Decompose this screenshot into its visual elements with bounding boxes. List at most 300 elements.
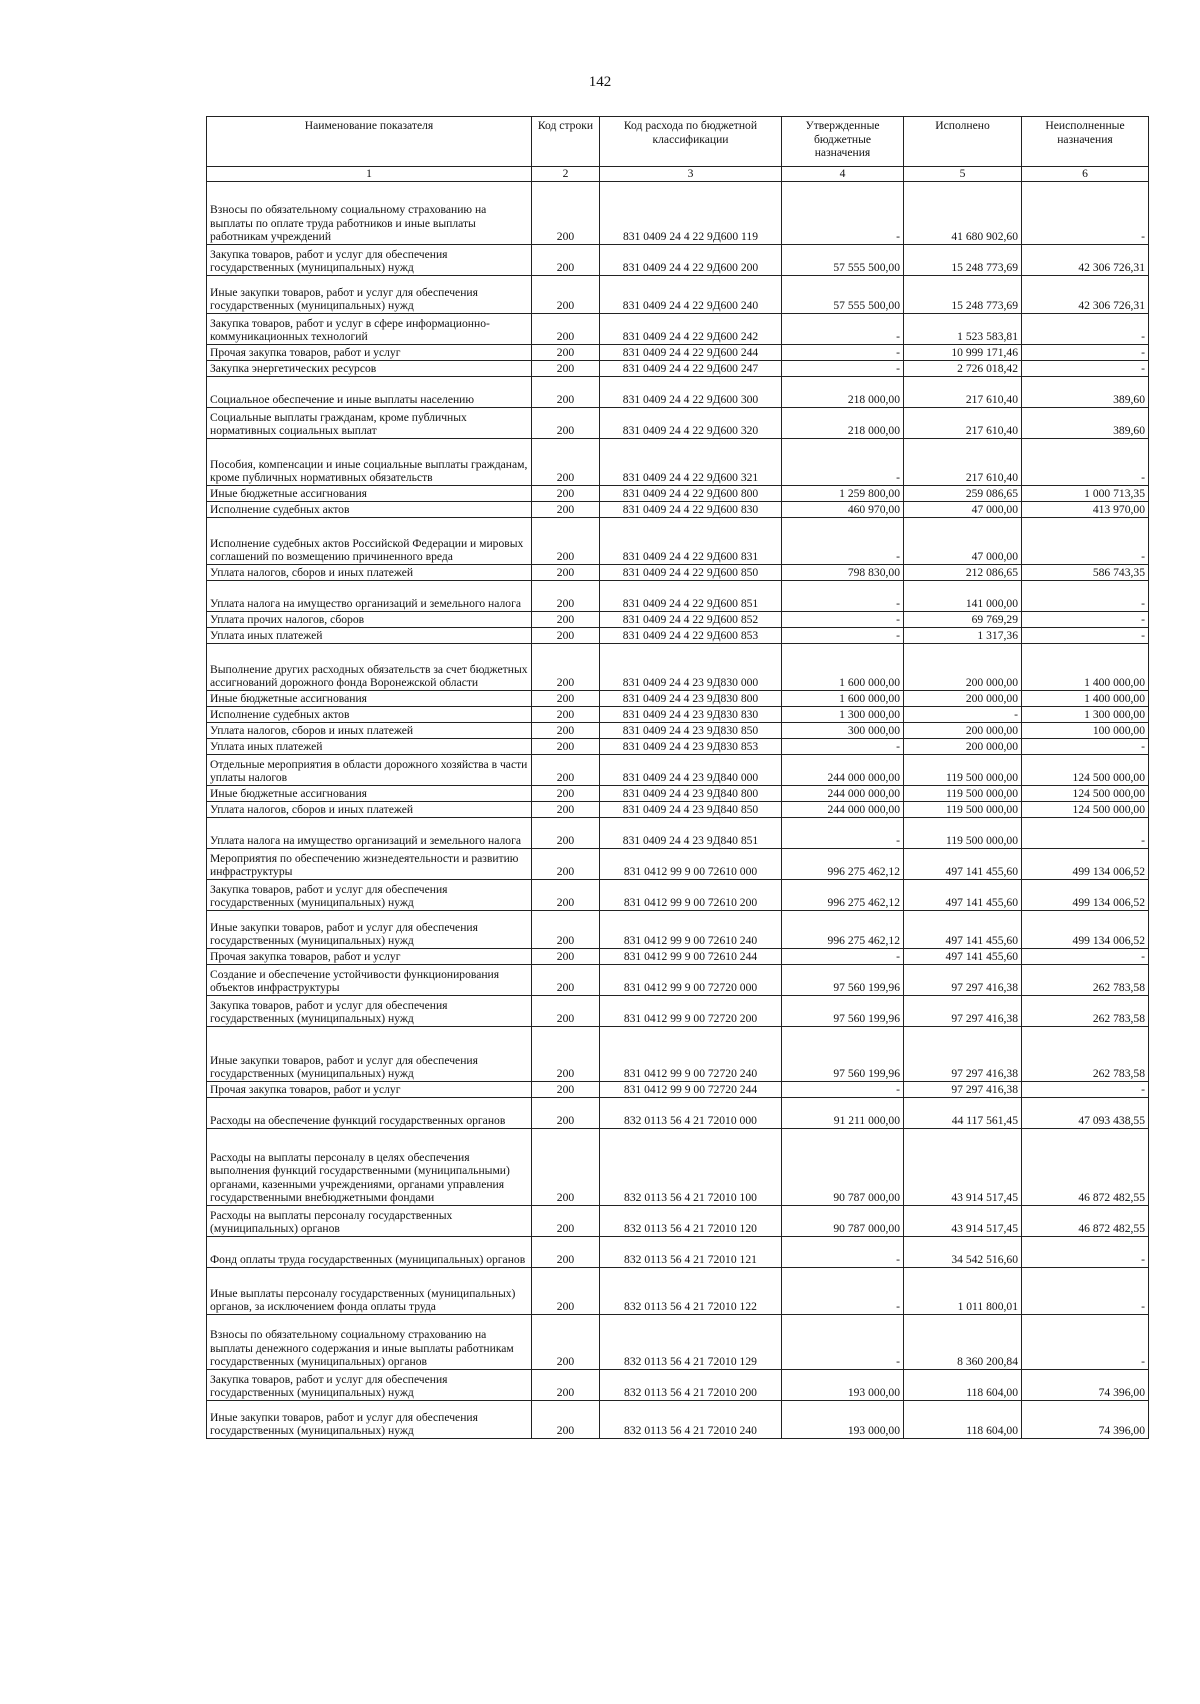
table-row [207, 755, 1149, 786]
table-row [207, 345, 1149, 361]
row-name: Закупка товаров, работ и услуг для обеспечения государственных (муниципальных) нужд [207, 996, 532, 1027]
table-row [207, 691, 1149, 707]
row-approved: 1 300 000,00 [782, 707, 904, 723]
row-line-code: 200 [532, 245, 600, 276]
row-name: Иные бюджетные ассигнования [207, 786, 532, 802]
row-budget-code: 832 0113 56 4 21 72010 240 [600, 1401, 782, 1439]
table-row [207, 439, 1149, 486]
row-approved: - [782, 1237, 904, 1268]
row-approved: 97 560 199,96 [782, 1027, 904, 1082]
row-unexecuted: 42 306 726,31 [1022, 276, 1149, 314]
row-name: Уплата прочих налогов, сборов [207, 612, 532, 628]
row-budget-code: 831 0412 99 9 00 72720 244 [600, 1082, 782, 1098]
row-approved: 97 560 199,96 [782, 965, 904, 996]
row-unexecuted: - [1022, 1315, 1149, 1370]
row-unexecuted: 46 872 482,55 [1022, 1206, 1149, 1237]
row-unexecuted: - [1022, 1237, 1149, 1268]
row-unexecuted: - [1022, 518, 1149, 565]
row-approved: 244 000 000,00 [782, 802, 904, 818]
row-line-code: 200 [532, 1206, 600, 1237]
row-line-code: 200 [532, 628, 600, 644]
row-line-code: 200 [532, 1098, 600, 1129]
row-name: Создание и обеспечение устойчивости функционирования объектов инфраструктуры [207, 965, 532, 996]
row-approved: 996 275 462,12 [782, 911, 904, 949]
row-name: Закупка энергетических ресурсов [207, 361, 532, 377]
row-line-code: 200 [532, 644, 600, 691]
row-line-code: 200 [532, 408, 600, 439]
row-line-code: 200 [532, 911, 600, 949]
row-approved: - [782, 314, 904, 345]
row-line-code: 200 [532, 581, 600, 612]
row-executed: - [904, 707, 1022, 723]
row-name: Расходы на обеспечение функций государственных органов [207, 1098, 532, 1129]
row-approved: - [782, 361, 904, 377]
row-unexecuted: 1 000 713,35 [1022, 486, 1149, 502]
row-budget-code: 832 0113 56 4 21 72010 200 [600, 1370, 782, 1401]
row-executed: 119 500 000,00 [904, 818, 1022, 849]
row-unexecuted: 124 500 000,00 [1022, 786, 1149, 802]
row-line-code: 200 [532, 486, 600, 502]
row-executed: 97 297 416,38 [904, 1027, 1022, 1082]
row-executed: 118 604,00 [904, 1401, 1022, 1439]
row-line-code: 200 [532, 1370, 600, 1401]
row-name: Закупка товаров, работ и услуг для обеспечения государственных (муниципальных) нужд [207, 245, 532, 276]
row-approved: 90 787 000,00 [782, 1206, 904, 1237]
row-approved: 1 600 000,00 [782, 644, 904, 691]
row-line-code: 200 [532, 182, 600, 245]
column-number: 2 [532, 167, 600, 182]
row-name: Закупка товаров, работ и услуг для обеспечения государственных (муниципальных) нужд [207, 1370, 532, 1401]
row-budget-code: 831 0412 99 9 00 72720 000 [600, 965, 782, 996]
row-line-code: 200 [532, 361, 600, 377]
row-line-code: 200 [532, 439, 600, 486]
row-unexecuted: 1 400 000,00 [1022, 644, 1149, 691]
row-line-code: 200 [532, 377, 600, 408]
row-name: Иные бюджетные ассигнования [207, 486, 532, 502]
row-unexecuted: 389,60 [1022, 408, 1149, 439]
row-name: Фонд оплаты труда государственных (муниципальных) органов [207, 1237, 532, 1268]
row-unexecuted: - [1022, 182, 1149, 245]
row-name: Иные закупки товаров, работ и услуг для обеспечения государственных (муниципальных) нужд [207, 1401, 532, 1439]
table-row [207, 628, 1149, 644]
row-executed: 200 000,00 [904, 691, 1022, 707]
row-line-code: 200 [532, 880, 600, 911]
row-unexecuted: 1 300 000,00 [1022, 707, 1149, 723]
row-line-code: 200 [532, 1401, 600, 1439]
row-line-code: 200 [532, 1268, 600, 1315]
row-budget-code: 832 0113 56 4 21 72010 120 [600, 1206, 782, 1237]
row-name: Уплата налогов, сборов и иных платежей [207, 802, 532, 818]
table-row [207, 314, 1149, 345]
row-unexecuted: 262 783,58 [1022, 965, 1149, 996]
row-approved: 300 000,00 [782, 723, 904, 739]
row-budget-code: 832 0113 56 4 21 72010 100 [600, 1129, 782, 1206]
row-unexecuted: 74 396,00 [1022, 1370, 1149, 1401]
row-executed: 119 500 000,00 [904, 755, 1022, 786]
table-row [207, 276, 1149, 314]
row-line-code: 200 [532, 965, 600, 996]
row-unexecuted: - [1022, 739, 1149, 755]
table-row [207, 1370, 1149, 1401]
row-approved: - [782, 1268, 904, 1315]
row-budget-code: 831 0409 24 4 22 9Д600 831 [600, 518, 782, 565]
row-approved: - [782, 739, 904, 755]
column-number: 3 [600, 167, 782, 182]
row-line-code: 200 [532, 502, 600, 518]
row-line-code: 200 [532, 612, 600, 628]
row-unexecuted: - [1022, 818, 1149, 849]
row-budget-code: 831 0412 99 9 00 72610 244 [600, 949, 782, 965]
table-row [207, 1027, 1149, 1082]
row-approved: - [782, 818, 904, 849]
row-name: Уплата налогов, сборов и иных платежей [207, 723, 532, 739]
row-name: Социальные выплаты гражданам, кроме публичных нормативных социальных выплат [207, 408, 532, 439]
row-budget-code: 832 0113 56 4 21 72010 121 [600, 1237, 782, 1268]
row-unexecuted: - [1022, 1082, 1149, 1098]
row-line-code: 200 [532, 1315, 600, 1370]
row-budget-code: 831 0409 24 4 22 9Д600 200 [600, 245, 782, 276]
row-unexecuted: 124 500 000,00 [1022, 755, 1149, 786]
row-unexecuted: - [1022, 949, 1149, 965]
row-line-code: 200 [532, 723, 600, 739]
row-executed: 119 500 000,00 [904, 802, 1022, 818]
row-budget-code: 831 0409 24 4 22 9Д600 247 [600, 361, 782, 377]
row-budget-code: 832 0113 56 4 21 72010 122 [600, 1268, 782, 1315]
table-row [207, 723, 1149, 739]
header-budget-code: Код расхода по бюджетной классификации [600, 117, 782, 167]
row-unexecuted: 262 783,58 [1022, 996, 1149, 1027]
row-executed: 497 141 455,60 [904, 849, 1022, 880]
row-unexecuted: 46 872 482,55 [1022, 1129, 1149, 1206]
row-executed: 200 000,00 [904, 723, 1022, 739]
table-row [207, 1237, 1149, 1268]
row-executed: 141 000,00 [904, 581, 1022, 612]
row-approved: 996 275 462,12 [782, 880, 904, 911]
row-budget-code: 831 0412 99 9 00 72610 200 [600, 880, 782, 911]
row-budget-code: 831 0409 24 4 22 9Д600 321 [600, 439, 782, 486]
row-budget-code: 831 0412 99 9 00 72720 200 [600, 996, 782, 1027]
row-name: Уплата иных платежей [207, 628, 532, 644]
row-unexecuted: - [1022, 612, 1149, 628]
header-name: Наименование показателя [207, 117, 532, 167]
row-unexecuted: 100 000,00 [1022, 723, 1149, 739]
row-executed: 217 610,40 [904, 377, 1022, 408]
table-row [207, 1315, 1149, 1370]
table-row [207, 408, 1149, 439]
row-budget-code: 832 0113 56 4 21 72010 000 [600, 1098, 782, 1129]
row-name: Иные закупки товаров, работ и услуг для обеспечения государственных (муниципальных) нужд [207, 276, 532, 314]
row-line-code: 200 [532, 345, 600, 361]
row-executed: 119 500 000,00 [904, 786, 1022, 802]
row-line-code: 200 [532, 1082, 600, 1098]
row-line-code: 200 [532, 1237, 600, 1268]
row-name: Выполнение других расходных обязательств за счет бюджетных ассигнований дорожного фонда Воронежской области [207, 644, 532, 691]
row-name: Закупка товаров, работ и услуг для обеспечения государственных (муниципальных) нужд [207, 880, 532, 911]
row-name: Прочая закупка товаров, работ и услуг [207, 949, 532, 965]
row-name: Прочая закупка товаров, работ и услуг [207, 345, 532, 361]
row-name: Расходы на выплаты персоналу государственных (муниципальных) органов [207, 1206, 532, 1237]
row-executed: 497 141 455,60 [904, 949, 1022, 965]
row-approved: 218 000,00 [782, 408, 904, 439]
row-budget-code: 831 0409 24 4 23 9Д830 000 [600, 644, 782, 691]
row-budget-code: 831 0409 24 4 22 9Д600 852 [600, 612, 782, 628]
row-line-code: 200 [532, 314, 600, 345]
row-executed: 97 297 416,38 [904, 965, 1022, 996]
row-name: Уплата налогов, сборов и иных платежей [207, 565, 532, 581]
row-executed: 43 914 517,45 [904, 1129, 1022, 1206]
row-budget-code: 831 0412 99 9 00 72610 000 [600, 849, 782, 880]
row-approved: - [782, 439, 904, 486]
row-name: Иные закупки товаров, работ и услуг для обеспечения государственных (муниципальных) нужд [207, 911, 532, 949]
row-executed: 200 000,00 [904, 644, 1022, 691]
row-line-code: 200 [532, 1027, 600, 1082]
row-executed: 10 999 171,46 [904, 345, 1022, 361]
row-approved: 57 555 500,00 [782, 245, 904, 276]
row-line-code: 200 [532, 1129, 600, 1206]
row-budget-code: 831 0412 99 9 00 72720 240 [600, 1027, 782, 1082]
row-executed: 97 297 416,38 [904, 1082, 1022, 1098]
row-name: Уплата налога на имущество организаций и земельного налога [207, 581, 532, 612]
table-row [207, 1206, 1149, 1237]
table-row [207, 518, 1149, 565]
row-approved: 1 600 000,00 [782, 691, 904, 707]
row-approved: - [782, 182, 904, 245]
row-approved: - [782, 628, 904, 644]
row-unexecuted: - [1022, 439, 1149, 486]
row-approved: 244 000 000,00 [782, 755, 904, 786]
row-name: Пособия, компенсации и иные социальные выплаты гражданам, кроме публичных нормативных обязательств [207, 439, 532, 486]
row-executed: 15 248 773,69 [904, 245, 1022, 276]
table-row [207, 612, 1149, 628]
row-unexecuted: 389,60 [1022, 377, 1149, 408]
table-row [207, 880, 1149, 911]
row-unexecuted: 124 500 000,00 [1022, 802, 1149, 818]
table-row [207, 965, 1149, 996]
row-unexecuted: - [1022, 314, 1149, 345]
row-unexecuted: 499 134 006,52 [1022, 911, 1149, 949]
row-executed: 217 610,40 [904, 439, 1022, 486]
row-unexecuted: - [1022, 345, 1149, 361]
table-row [207, 1098, 1149, 1129]
row-unexecuted: - [1022, 628, 1149, 644]
row-line-code: 200 [532, 707, 600, 723]
row-budget-code: 831 0409 24 4 22 9Д600 242 [600, 314, 782, 345]
row-executed: 41 680 902,60 [904, 182, 1022, 245]
row-unexecuted: 499 134 006,52 [1022, 880, 1149, 911]
row-unexecuted: 499 134 006,52 [1022, 849, 1149, 880]
row-name: Социальное обеспечение и иные выплаты населению [207, 377, 532, 408]
row-executed: 118 604,00 [904, 1370, 1022, 1401]
table-row [207, 1129, 1149, 1206]
row-budget-code: 831 0409 24 4 23 9Д830 853 [600, 739, 782, 755]
row-approved: 1 259 800,00 [782, 486, 904, 502]
row-line-code: 200 [532, 518, 600, 565]
header-row [207, 117, 1149, 167]
table-row [207, 818, 1149, 849]
row-approved: - [782, 581, 904, 612]
row-budget-code: 831 0409 24 4 23 9Д840 851 [600, 818, 782, 849]
budget-execution-table [206, 116, 1149, 1439]
table-row [207, 581, 1149, 612]
row-executed: 47 000,00 [904, 502, 1022, 518]
table-row [207, 996, 1149, 1027]
row-unexecuted: - [1022, 581, 1149, 612]
table-row [207, 1401, 1149, 1439]
row-executed: 97 297 416,38 [904, 996, 1022, 1027]
table-row [207, 802, 1149, 818]
row-budget-code: 831 0409 24 4 23 9Д840 800 [600, 786, 782, 802]
header-unexecuted: Неисполненные назначения [1022, 117, 1149, 167]
row-executed: 200 000,00 [904, 739, 1022, 755]
row-executed: 259 086,65 [904, 486, 1022, 502]
row-executed: 1 317,36 [904, 628, 1022, 644]
column-number: 4 [782, 167, 904, 182]
row-executed: 34 542 516,60 [904, 1237, 1022, 1268]
row-budget-code: 831 0409 24 4 22 9Д600 800 [600, 486, 782, 502]
row-unexecuted: 42 306 726,31 [1022, 245, 1149, 276]
table-row [207, 1268, 1149, 1315]
row-executed: 497 141 455,60 [904, 911, 1022, 949]
row-unexecuted: 47 093 438,55 [1022, 1098, 1149, 1129]
header-numbers-row [207, 167, 1149, 182]
table-row [207, 786, 1149, 802]
column-number: 5 [904, 167, 1022, 182]
row-budget-code: 831 0409 24 4 22 9Д600 851 [600, 581, 782, 612]
row-line-code: 200 [532, 849, 600, 880]
row-executed: 43 914 517,45 [904, 1206, 1022, 1237]
row-executed: 8 360 200,84 [904, 1315, 1022, 1370]
row-line-code: 200 [532, 818, 600, 849]
row-approved: 97 560 199,96 [782, 996, 904, 1027]
header-line-code: Код строки [532, 117, 600, 167]
row-approved: - [782, 1082, 904, 1098]
row-budget-code: 831 0409 24 4 23 9Д830 850 [600, 723, 782, 739]
row-approved: - [782, 518, 904, 565]
row-budget-code: 831 0409 24 4 22 9Д600 320 [600, 408, 782, 439]
row-budget-code: 831 0409 24 4 23 9Д840 000 [600, 755, 782, 786]
row-name: Взносы по обязательному социальному страхованию на выплаты денежного содержания и иные выплаты работникам государственных (муниципальных) органов [207, 1315, 532, 1370]
row-approved: 91 211 000,00 [782, 1098, 904, 1129]
row-unexecuted: 262 783,58 [1022, 1027, 1149, 1082]
header-executed: Исполнено [904, 117, 1022, 167]
row-executed: 47 000,00 [904, 518, 1022, 565]
table-row [207, 644, 1149, 691]
row-unexecuted: 74 396,00 [1022, 1401, 1149, 1439]
table-row [207, 377, 1149, 408]
row-approved: 244 000 000,00 [782, 786, 904, 802]
row-approved: 996 275 462,12 [782, 849, 904, 880]
table-row [207, 949, 1149, 965]
row-budget-code: 831 0409 24 4 23 9Д830 830 [600, 707, 782, 723]
row-approved: 193 000,00 [782, 1401, 904, 1439]
row-name: Уплата иных платежей [207, 739, 532, 755]
row-approved: 193 000,00 [782, 1370, 904, 1401]
row-budget-code: 831 0409 24 4 22 9Д600 240 [600, 276, 782, 314]
row-line-code: 200 [532, 755, 600, 786]
row-budget-code: 832 0113 56 4 21 72010 129 [600, 1315, 782, 1370]
row-executed: 15 248 773,69 [904, 276, 1022, 314]
row-name: Прочая закупка товаров, работ и услуг [207, 1082, 532, 1098]
row-approved: - [782, 949, 904, 965]
row-name: Расходы на выплаты персоналу в целях обеспечения выполнения функций государственными (муниципальными) органами, казенными учреждениями, органами управления государственными внебюджетными фондами [207, 1129, 532, 1206]
row-approved: 90 787 000,00 [782, 1129, 904, 1206]
table-row [207, 739, 1149, 755]
table-row [207, 486, 1149, 502]
table-row [207, 361, 1149, 377]
row-unexecuted: 1 400 000,00 [1022, 691, 1149, 707]
row-executed: 217 610,40 [904, 408, 1022, 439]
row-budget-code: 831 0409 24 4 22 9Д600 853 [600, 628, 782, 644]
row-budget-code: 831 0412 99 9 00 72610 240 [600, 911, 782, 949]
table-row [207, 1082, 1149, 1098]
row-budget-code: 831 0409 24 4 22 9Д600 850 [600, 565, 782, 581]
row-line-code: 200 [532, 786, 600, 802]
row-approved: - [782, 345, 904, 361]
row-budget-code: 831 0409 24 4 23 9Д840 850 [600, 802, 782, 818]
row-budget-code: 831 0409 24 4 23 9Д830 800 [600, 691, 782, 707]
row-name: Отдельные мероприятия в области дорожного хозяйства в части уплаты налогов [207, 755, 532, 786]
row-line-code: 200 [532, 739, 600, 755]
row-executed: 44 117 561,45 [904, 1098, 1022, 1129]
table-row [207, 182, 1149, 245]
row-approved: 460 970,00 [782, 502, 904, 518]
row-executed: 1 011 800,01 [904, 1268, 1022, 1315]
row-name: Закупка товаров, работ и услуг в сфере информационно-коммуникационных технологий [207, 314, 532, 345]
row-approved: - [782, 1315, 904, 1370]
row-approved: - [782, 612, 904, 628]
row-approved: 57 555 500,00 [782, 276, 904, 314]
row-executed: 2 726 018,42 [904, 361, 1022, 377]
row-executed: 212 086,65 [904, 565, 1022, 581]
row-name: Иные закупки товаров, работ и услуг для обеспечения государственных (муниципальных) нужд [207, 1027, 532, 1082]
row-line-code: 200 [532, 565, 600, 581]
row-line-code: 200 [532, 996, 600, 1027]
row-name: Иные выплаты персоналу государственных (муниципальных) органов, за исключением фонда оплаты труда [207, 1268, 532, 1315]
table-row [207, 849, 1149, 880]
row-budget-code: 831 0409 24 4 22 9Д600 244 [600, 345, 782, 361]
header-approved: Утвержденные бюджетные назначения [782, 117, 904, 167]
column-number: 6 [1022, 167, 1149, 182]
table-row [207, 707, 1149, 723]
row-executed: 69 769,29 [904, 612, 1022, 628]
table-row [207, 502, 1149, 518]
row-executed: 497 141 455,60 [904, 880, 1022, 911]
table-row [207, 911, 1149, 949]
row-name: Исполнение судебных актов [207, 502, 532, 518]
row-approved: 218 000,00 [782, 377, 904, 408]
table-row [207, 565, 1149, 581]
row-unexecuted: - [1022, 361, 1149, 377]
table-row [207, 245, 1149, 276]
row-budget-code: 831 0409 24 4 22 9Д600 119 [600, 182, 782, 245]
row-unexecuted: - [1022, 1268, 1149, 1315]
row-budget-code: 831 0409 24 4 22 9Д600 830 [600, 502, 782, 518]
row-line-code: 200 [532, 949, 600, 965]
row-executed: 1 523 583,81 [904, 314, 1022, 345]
row-name: Взносы по обязательному социальному страхованию на выплаты по оплате труда работников и иные выплаты работникам учреждений [207, 182, 532, 245]
row-unexecuted: 413 970,00 [1022, 502, 1149, 518]
row-name: Уплата налога на имущество организаций и земельного налога [207, 818, 532, 849]
page-number: 142 [588, 74, 612, 90]
row-approved: 798 830,00 [782, 565, 904, 581]
row-budget-code: 831 0409 24 4 22 9Д600 300 [600, 377, 782, 408]
row-unexecuted: 586 743,35 [1022, 565, 1149, 581]
row-line-code: 200 [532, 276, 600, 314]
column-number: 1 [207, 167, 532, 182]
row-name: Исполнение судебных актов [207, 707, 532, 723]
row-line-code: 200 [532, 691, 600, 707]
row-name: Иные бюджетные ассигнования [207, 691, 532, 707]
